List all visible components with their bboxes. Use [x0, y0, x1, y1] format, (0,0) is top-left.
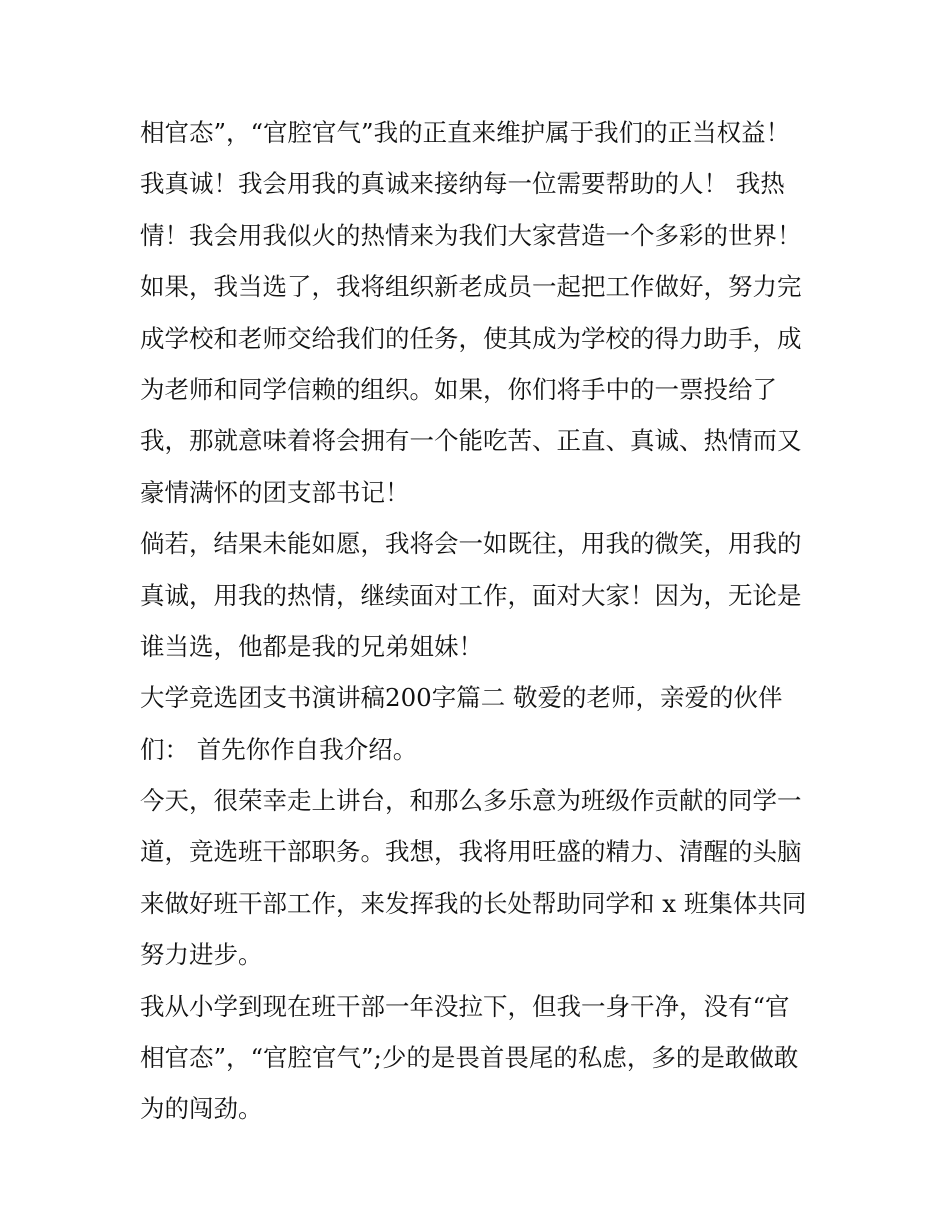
- text-line: 今天，很荣幸走上讲台，和那么多乐意为班级作贡献的同学一: [140, 786, 802, 816]
- text-line: 倘若，结果未能如愿，我将会一如既往，用我的微笑，用我的: [140, 529, 802, 559]
- text-line: 如果，我当选了，我将组织新老成员一起把工作做好，努力完: [140, 272, 802, 302]
- text-line: 道，竞选班干部职务。我想，我将用旺盛的精力、清醒的头脑: [140, 837, 802, 867]
- text-line: 谁当选，他都是我的兄弟姐妹！: [140, 631, 483, 661]
- text-line: 真诚，用我的热情，继续面对工作，面对大家！因为，无论是: [140, 580, 802, 610]
- text-line: 我从小学到现在班干部一年没拉下，但我一身干净，没有“官: [140, 991, 790, 1021]
- text-line: 成学校和老师交给我们的任务，使其成为学校的得力助手，成: [140, 323, 802, 353]
- text-line: 我，那就意味着将会拥有一个能吃苦、正直、真诚、热情而又: [140, 426, 802, 456]
- text-line: 为的闯劲。: [140, 1094, 263, 1124]
- text-line: 们： 首先你作自我介绍。: [140, 734, 418, 764]
- document-body: [140, 107, 820, 1135]
- section-heading-line: 大学竞选团支书演讲稿200字篇二 敬爱的老师，亲爱的伙伴: [140, 683, 783, 713]
- text-line: 来做好班干部工作，来发挥我的长处帮助同学和 x 班集体共同: [140, 888, 807, 918]
- text-line: 情！我会用我似火的热情来为我们大家营造一个多彩的世界！: [140, 220, 802, 250]
- text-line: 为老师和同学信赖的组织。如果，你们将手中的一票投给了: [140, 374, 777, 404]
- text-line: 我真诚！我会用我的真诚来接纳每一位需要帮助的人！ 我热: [140, 169, 785, 199]
- text-line: 豪情满怀的团支部书记！: [140, 477, 410, 507]
- text-line: 努力进步。: [140, 940, 263, 970]
- text-line: 相官态”，“官腔官气”我的正直来维护属于我们的正当权益！: [140, 118, 791, 147]
- text-line: 相官态”，“官腔官气”;少的是畏首畏尾的私虑，多的是敢做敢: [140, 1043, 799, 1073]
